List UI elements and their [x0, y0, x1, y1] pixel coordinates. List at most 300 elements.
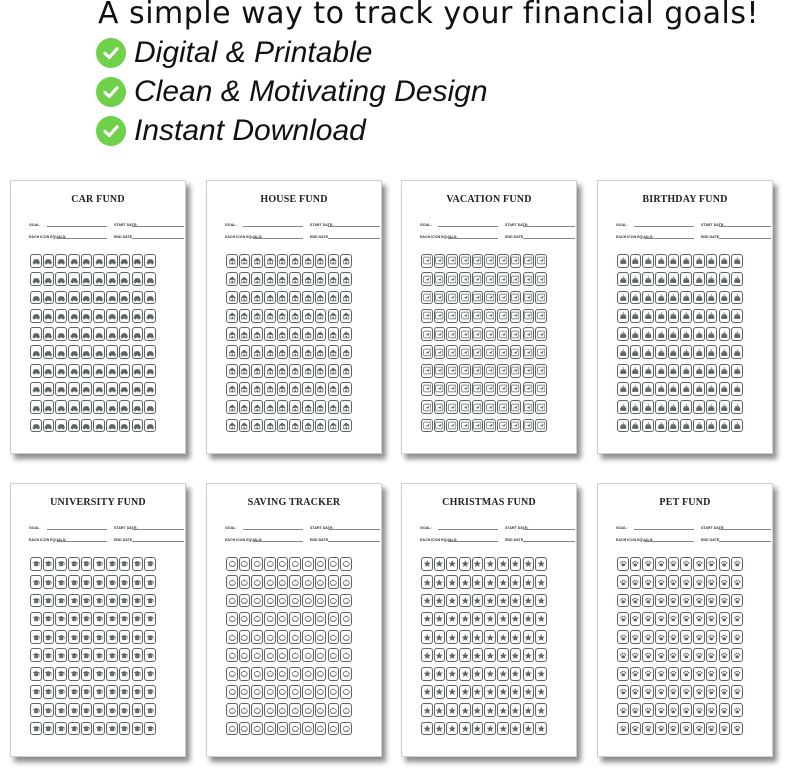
tracker-cell[interactable]	[731, 382, 743, 396]
tracker-cell[interactable]	[328, 722, 340, 736]
tracker-cell[interactable]	[106, 382, 118, 396]
tracker-cell[interactable]	[446, 648, 458, 662]
tracker-cell[interactable]	[68, 648, 80, 662]
tracker-cell[interactable]	[484, 575, 496, 589]
tracker-cell[interactable]	[668, 575, 680, 589]
tracker-cell[interactable]	[484, 400, 496, 414]
tracker-cell[interactable]	[680, 272, 692, 286]
tracker-cell[interactable]	[719, 703, 731, 717]
tracker-cell[interactable]	[655, 327, 667, 341]
tracker-cell[interactable]	[315, 382, 327, 396]
tracker-cell[interactable]	[668, 291, 680, 305]
tracker-cell[interactable]	[93, 327, 105, 341]
tracker-cell[interactable]	[421, 272, 433, 286]
tracker-cell[interactable]	[226, 703, 238, 717]
tracker-cell[interactable]	[289, 254, 301, 268]
tracker-cell[interactable]	[617, 327, 629, 341]
tracker-cell[interactable]	[731, 575, 743, 589]
tracker-cell[interactable]	[106, 327, 118, 341]
tracker-cell[interactable]	[30, 612, 42, 626]
tracker-cell[interactable]	[264, 667, 276, 681]
tracker-cell[interactable]	[340, 630, 352, 644]
tracker-cell[interactable]	[497, 575, 509, 589]
tracker-cell[interactable]	[315, 254, 327, 268]
tracker-cell[interactable]	[510, 648, 522, 662]
tracker-cell[interactable]	[340, 648, 352, 662]
tracker-cell[interactable]	[43, 630, 55, 644]
tracker-cell[interactable]	[693, 685, 705, 699]
tracker-cell[interactable]	[251, 327, 263, 341]
tracker-cell[interactable]	[523, 382, 535, 396]
tracker-cell[interactable]	[302, 557, 314, 571]
tracker-cell[interactable]	[239, 648, 251, 662]
tracker-cell[interactable]	[731, 419, 743, 433]
tracker-cell[interactable]	[264, 703, 276, 717]
tracker-cell[interactable]	[81, 557, 93, 571]
tracker-cell[interactable]	[55, 648, 67, 662]
tracker-cell[interactable]	[434, 272, 446, 286]
tracker-cell[interactable]	[226, 630, 238, 644]
tracker-cell[interactable]	[43, 575, 55, 589]
tracker-cell[interactable]	[144, 648, 156, 662]
tracker-cell[interactable]	[617, 272, 629, 286]
tracker-cell[interactable]	[55, 575, 67, 589]
tracker-cell[interactable]	[655, 648, 667, 662]
tracker-cell[interactable]	[277, 254, 289, 268]
tracker-cell[interactable]	[693, 364, 705, 378]
tracker-cell[interactable]	[668, 254, 680, 268]
tracker-cell[interactable]	[328, 345, 340, 359]
tracker-cell[interactable]	[251, 667, 263, 681]
tracker-cell[interactable]	[642, 685, 654, 699]
tracker-cell[interactable]	[617, 703, 629, 717]
tracker-cell[interactable]	[93, 309, 105, 323]
tracker-cell[interactable]	[340, 400, 352, 414]
tracker-cell[interactable]	[68, 254, 80, 268]
tracker-cell[interactable]	[693, 309, 705, 323]
tracker-cell[interactable]	[93, 685, 105, 699]
tracker-cell[interactable]	[655, 291, 667, 305]
tracker-cell[interactable]	[55, 419, 67, 433]
tracker-cell[interactable]	[226, 272, 238, 286]
tracker-cell[interactable]	[144, 557, 156, 571]
tracker-cell[interactable]	[55, 703, 67, 717]
tracker-cell[interactable]	[706, 648, 718, 662]
tracker-cell[interactable]	[226, 557, 238, 571]
tracker-cell[interactable]	[535, 364, 547, 378]
tracker-cell[interactable]	[132, 612, 144, 626]
tracker-cell[interactable]	[55, 685, 67, 699]
tracker-cell[interactable]	[144, 382, 156, 396]
tracker-cell[interactable]	[132, 309, 144, 323]
tracker-cell[interactable]	[459, 612, 471, 626]
tracker-cell[interactable]	[315, 594, 327, 608]
tracker-cell[interactable]	[523, 648, 535, 662]
tracker-cell[interactable]	[731, 345, 743, 359]
tracker-cell[interactable]	[119, 254, 131, 268]
tracker-cell[interactable]	[132, 557, 144, 571]
tracker-cell[interactable]	[434, 703, 446, 717]
tracker-cell[interactable]	[459, 557, 471, 571]
tracker-cell[interactable]	[642, 612, 654, 626]
tracker-cell[interactable]	[706, 364, 718, 378]
tracker-cell[interactable]	[630, 309, 642, 323]
tracker-cell[interactable]	[617, 364, 629, 378]
tracker-cell[interactable]	[277, 630, 289, 644]
tracker-cell[interactable]	[328, 612, 340, 626]
tracker-cell[interactable]	[434, 291, 446, 305]
tracker-cell[interactable]	[315, 345, 327, 359]
tracker-cell[interactable]	[731, 667, 743, 681]
tracker-cell[interactable]	[523, 594, 535, 608]
tracker-cell[interactable]	[43, 419, 55, 433]
tracker-cell[interactable]	[239, 703, 251, 717]
tracker-cell[interactable]	[655, 575, 667, 589]
tracker-cell[interactable]	[226, 419, 238, 433]
tracker-cell[interactable]	[226, 612, 238, 626]
tracker-cell[interactable]	[93, 648, 105, 662]
tracker-cell[interactable]	[251, 272, 263, 286]
tracker-cell[interactable]	[93, 612, 105, 626]
tracker-cell[interactable]	[472, 364, 484, 378]
tracker-cell[interactable]	[302, 648, 314, 662]
tracker-cell[interactable]	[446, 612, 458, 626]
tracker-cell[interactable]	[340, 382, 352, 396]
tracker-cell[interactable]	[119, 345, 131, 359]
tracker-cell[interactable]	[81, 364, 93, 378]
tracker-cell[interactable]	[655, 400, 667, 414]
tracker-cell[interactable]	[30, 575, 42, 589]
tracker-cell[interactable]	[668, 722, 680, 736]
tracker-cell[interactable]	[144, 345, 156, 359]
tracker-cell[interactable]	[340, 685, 352, 699]
tracker-cell[interactable]	[132, 667, 144, 681]
tracker-cell[interactable]	[459, 685, 471, 699]
tracker-cell[interactable]	[81, 309, 93, 323]
tracker-cell[interactable]	[655, 685, 667, 699]
tracker-cell[interactable]	[30, 400, 42, 414]
tracker-cell[interactable]	[132, 400, 144, 414]
tracker-cell[interactable]	[106, 291, 118, 305]
tracker-cell[interactable]	[340, 722, 352, 736]
tracker-cell[interactable]	[731, 254, 743, 268]
tracker-cell[interactable]	[264, 685, 276, 699]
tracker-cell[interactable]	[328, 557, 340, 571]
tracker-cell[interactable]	[55, 667, 67, 681]
tracker-cell[interactable]	[510, 254, 522, 268]
tracker-cell[interactable]	[328, 667, 340, 681]
tracker-cell[interactable]	[132, 327, 144, 341]
tracker-cell[interactable]	[434, 630, 446, 644]
tracker-cell[interactable]	[459, 575, 471, 589]
tracker-cell[interactable]	[119, 364, 131, 378]
tracker-cell[interactable]	[459, 254, 471, 268]
tracker-cell[interactable]	[81, 272, 93, 286]
tracker-cell[interactable]	[226, 364, 238, 378]
tracker-cell[interactable]	[617, 382, 629, 396]
tracker-cell[interactable]	[484, 419, 496, 433]
tracker-cell[interactable]	[510, 612, 522, 626]
tracker-cell[interactable]	[535, 594, 547, 608]
tracker-cell[interactable]	[655, 345, 667, 359]
tracker-cell[interactable]	[277, 594, 289, 608]
tracker-cell[interactable]	[30, 382, 42, 396]
tracker-cell[interactable]	[510, 291, 522, 305]
tracker-cell[interactable]	[106, 685, 118, 699]
tracker-cell[interactable]	[421, 612, 433, 626]
tracker-cell[interactable]	[264, 557, 276, 571]
tracker-cell[interactable]	[239, 291, 251, 305]
tracker-cell[interactable]	[226, 382, 238, 396]
tracker-cell[interactable]	[472, 400, 484, 414]
tracker-cell[interactable]	[106, 667, 118, 681]
tracker-cell[interactable]	[315, 272, 327, 286]
tracker-cell[interactable]	[289, 291, 301, 305]
tracker-cell[interactable]	[264, 722, 276, 736]
tracker-cell[interactable]	[617, 612, 629, 626]
tracker-cell[interactable]	[30, 685, 42, 699]
tracker-cell[interactable]	[523, 667, 535, 681]
tracker-cell[interactable]	[446, 364, 458, 378]
tracker-cell[interactable]	[706, 612, 718, 626]
tracker-cell[interactable]	[655, 703, 667, 717]
tracker-cell[interactable]	[55, 364, 67, 378]
tracker-cell[interactable]	[132, 630, 144, 644]
tracker-cell[interactable]	[43, 612, 55, 626]
tracker-cell[interactable]	[655, 272, 667, 286]
tracker-cell[interactable]	[302, 630, 314, 644]
tracker-cell[interactable]	[535, 382, 547, 396]
tracker-cell[interactable]	[446, 254, 458, 268]
tracker-cell[interactable]	[706, 419, 718, 433]
tracker-cell[interactable]	[302, 685, 314, 699]
tracker-cell[interactable]	[226, 309, 238, 323]
tracker-cell[interactable]	[510, 685, 522, 699]
tracker-cell[interactable]	[642, 291, 654, 305]
tracker-cell[interactable]	[302, 345, 314, 359]
tracker-cell[interactable]	[655, 557, 667, 571]
tracker-cell[interactable]	[68, 400, 80, 414]
tracker-cell[interactable]	[144, 594, 156, 608]
tracker-cell[interactable]	[328, 327, 340, 341]
tracker-cell[interactable]	[277, 291, 289, 305]
tracker-cell[interactable]	[706, 291, 718, 305]
tracker-cell[interactable]	[340, 291, 352, 305]
tracker-cell[interactable]	[43, 722, 55, 736]
tracker-cell[interactable]	[434, 309, 446, 323]
tracker-cell[interactable]	[706, 722, 718, 736]
tracker-cell[interactable]	[251, 685, 263, 699]
tracker-cell[interactable]	[719, 272, 731, 286]
tracker-cell[interactable]	[434, 419, 446, 433]
tracker-cell[interactable]	[446, 309, 458, 323]
tracker-cell[interactable]	[484, 291, 496, 305]
tracker-cell[interactable]	[68, 557, 80, 571]
tracker-cell[interactable]	[43, 345, 55, 359]
tracker-cell[interactable]	[315, 309, 327, 323]
tracker-cell[interactable]	[421, 667, 433, 681]
tracker-cell[interactable]	[30, 309, 42, 323]
tracker-cell[interactable]	[446, 685, 458, 699]
tracker-cell[interactable]	[523, 557, 535, 571]
tracker-cell[interactable]	[106, 703, 118, 717]
tracker-cell[interactable]	[239, 722, 251, 736]
tracker-cell[interactable]	[472, 722, 484, 736]
tracker-cell[interactable]	[30, 630, 42, 644]
tracker-cell[interactable]	[434, 685, 446, 699]
tracker-cell[interactable]	[289, 327, 301, 341]
tracker-cell[interactable]	[264, 419, 276, 433]
tracker-cell[interactable]	[239, 419, 251, 433]
tracker-cell[interactable]	[144, 419, 156, 433]
tracker-cell[interactable]	[535, 557, 547, 571]
tracker-cell[interactable]	[421, 291, 433, 305]
tracker-cell[interactable]	[472, 254, 484, 268]
tracker-cell[interactable]	[655, 364, 667, 378]
tracker-cell[interactable]	[251, 648, 263, 662]
tracker-cell[interactable]	[731, 594, 743, 608]
tracker-cell[interactable]	[81, 254, 93, 268]
tracker-cell[interactable]	[328, 272, 340, 286]
tracker-cell[interactable]	[421, 648, 433, 662]
tracker-cell[interactable]	[30, 703, 42, 717]
tracker-cell[interactable]	[106, 364, 118, 378]
tracker-cell[interactable]	[226, 345, 238, 359]
tracker-cell[interactable]	[434, 575, 446, 589]
tracker-cell[interactable]	[30, 648, 42, 662]
tracker-cell[interactable]	[642, 364, 654, 378]
tracker-cell[interactable]	[680, 722, 692, 736]
tracker-cell[interactable]	[668, 364, 680, 378]
tracker-cell[interactable]	[535, 327, 547, 341]
tracker-cell[interactable]	[642, 722, 654, 736]
tracker-cell[interactable]	[630, 630, 642, 644]
tracker-cell[interactable]	[446, 594, 458, 608]
tracker-cell[interactable]	[119, 400, 131, 414]
tracker-cell[interactable]	[68, 291, 80, 305]
tracker-cell[interactable]	[523, 703, 535, 717]
tracker-cell[interactable]	[277, 400, 289, 414]
tracker-cell[interactable]	[434, 345, 446, 359]
tracker-cell[interactable]	[459, 703, 471, 717]
tracker-cell[interactable]	[719, 254, 731, 268]
tracker-cell[interactable]	[459, 419, 471, 433]
tracker-cell[interactable]	[68, 722, 80, 736]
tracker-cell[interactable]	[93, 291, 105, 305]
tracker-cell[interactable]	[484, 630, 496, 644]
tracker-cell[interactable]	[693, 382, 705, 396]
tracker-cell[interactable]	[239, 345, 251, 359]
tracker-cell[interactable]	[340, 254, 352, 268]
tracker-cell[interactable]	[328, 291, 340, 305]
tracker-cell[interactable]	[81, 400, 93, 414]
tracker-cell[interactable]	[510, 272, 522, 286]
tracker-cell[interactable]	[315, 327, 327, 341]
tracker-cell[interactable]	[731, 291, 743, 305]
tracker-cell[interactable]	[655, 419, 667, 433]
tracker-cell[interactable]	[446, 272, 458, 286]
tracker-cell[interactable]	[497, 272, 509, 286]
tracker-cell[interactable]	[731, 309, 743, 323]
tracker-cell[interactable]	[731, 327, 743, 341]
tracker-cell[interactable]	[239, 364, 251, 378]
tracker-cell[interactable]	[55, 327, 67, 341]
tracker-cell[interactable]	[680, 291, 692, 305]
tracker-cell[interactable]	[302, 327, 314, 341]
tracker-cell[interactable]	[655, 382, 667, 396]
tracker-cell[interactable]	[239, 557, 251, 571]
tracker-cell[interactable]	[523, 630, 535, 644]
tracker-cell[interactable]	[630, 612, 642, 626]
tracker-cell[interactable]	[68, 272, 80, 286]
tracker-cell[interactable]	[459, 648, 471, 662]
tracker-cell[interactable]	[81, 722, 93, 736]
tracker-cell[interactable]	[421, 630, 433, 644]
tracker-cell[interactable]	[617, 630, 629, 644]
tracker-cell[interactable]	[668, 685, 680, 699]
tracker-cell[interactable]	[642, 419, 654, 433]
tracker-cell[interactable]	[421, 345, 433, 359]
tracker-cell[interactable]	[731, 364, 743, 378]
tracker-cell[interactable]	[459, 309, 471, 323]
tracker-cell[interactable]	[693, 703, 705, 717]
tracker-cell[interactable]	[315, 419, 327, 433]
tracker-cell[interactable]	[289, 309, 301, 323]
tracker-cell[interactable]	[226, 594, 238, 608]
tracker-cell[interactable]	[93, 345, 105, 359]
tracker-cell[interactable]	[459, 345, 471, 359]
tracker-cell[interactable]	[55, 630, 67, 644]
tracker-cell[interactable]	[719, 685, 731, 699]
tracker-cell[interactable]	[459, 594, 471, 608]
tracker-cell[interactable]	[655, 254, 667, 268]
tracker-cell[interactable]	[119, 648, 131, 662]
tracker-cell[interactable]	[68, 594, 80, 608]
tracker-cell[interactable]	[523, 272, 535, 286]
tracker-cell[interactable]	[421, 382, 433, 396]
tracker-cell[interactable]	[277, 703, 289, 717]
tracker-cell[interactable]	[472, 345, 484, 359]
tracker-cell[interactable]	[132, 575, 144, 589]
tracker-cell[interactable]	[68, 685, 80, 699]
tracker-cell[interactable]	[93, 419, 105, 433]
tracker-cell[interactable]	[630, 722, 642, 736]
tracker-cell[interactable]	[289, 382, 301, 396]
tracker-cell[interactable]	[693, 667, 705, 681]
tracker-cell[interactable]	[264, 382, 276, 396]
tracker-cell[interactable]	[251, 594, 263, 608]
tracker-cell[interactable]	[497, 557, 509, 571]
tracker-cell[interactable]	[302, 575, 314, 589]
tracker-cell[interactable]	[731, 400, 743, 414]
tracker-cell[interactable]	[30, 594, 42, 608]
tracker-cell[interactable]	[30, 327, 42, 341]
tracker-cell[interactable]	[484, 382, 496, 396]
tracker-cell[interactable]	[523, 254, 535, 268]
tracker-cell[interactable]	[630, 419, 642, 433]
tracker-cell[interactable]	[251, 254, 263, 268]
tracker-cell[interactable]	[264, 364, 276, 378]
tracker-cell[interactable]	[251, 703, 263, 717]
tracker-cell[interactable]	[668, 612, 680, 626]
tracker-cell[interactable]	[680, 575, 692, 589]
tracker-cell[interactable]	[472, 594, 484, 608]
tracker-cell[interactable]	[340, 703, 352, 717]
tracker-cell[interactable]	[251, 309, 263, 323]
tracker-cell[interactable]	[446, 345, 458, 359]
tracker-cell[interactable]	[30, 254, 42, 268]
tracker-cell[interactable]	[497, 254, 509, 268]
